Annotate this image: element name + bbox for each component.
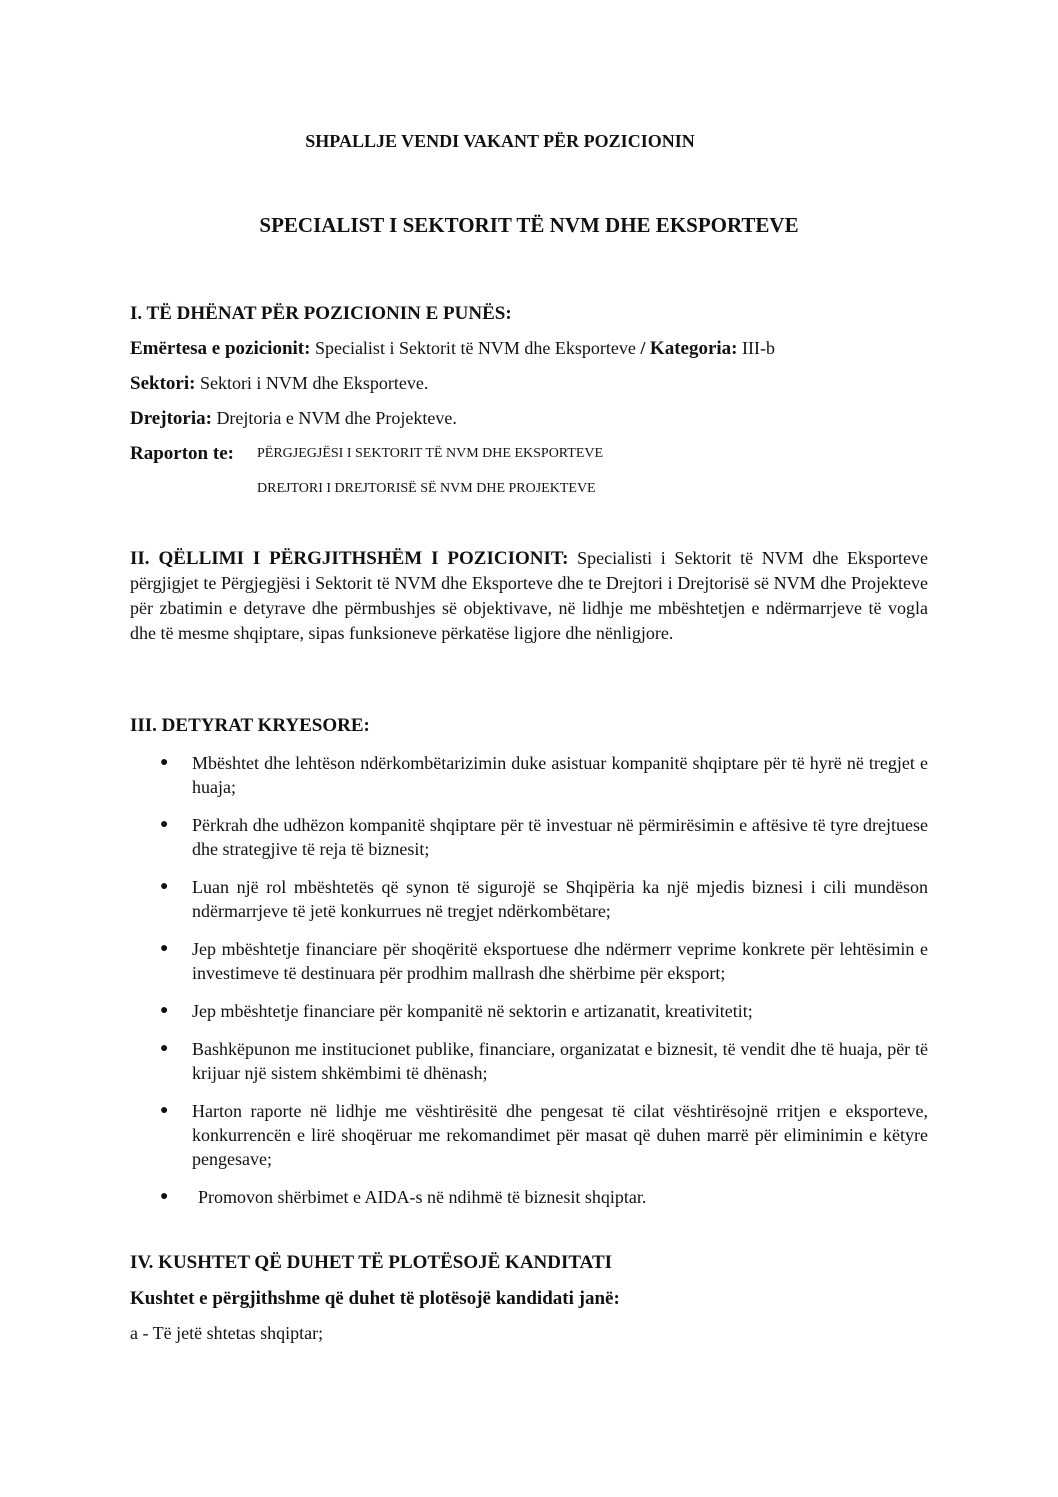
duty-item (130, 1099, 928, 1171)
category-label: Kategoria: (649, 338, 738, 359)
duty-text: Luan një rol mbështetës që synon të sigurojë se Shqipëria ka një mjedis biznesi i cili mundëson ndërmarrjeve të jetë konkurrues në tregjet ndërkombëtare; (192, 877, 928, 921)
duties-list (130, 751, 928, 1209)
duty-item (130, 1037, 928, 1085)
duty-item (130, 999, 928, 1023)
bullet-icon: ● (160, 1103, 169, 1118)
bullet-icon: ● (160, 817, 169, 832)
position-name-value: Specialist i Sektorit të NVM dhe Eksporteve (314, 338, 636, 358)
duty-item (130, 875, 928, 923)
position-title: SPECIALIST I SEKTORIT TË NVM DHE EKSPORTEVE (259, 213, 799, 237)
section-4-subheading: Kushtet e përgjithshme që duhet të plotësojë kandidati janë: (130, 1288, 620, 1309)
duty-item (130, 751, 928, 799)
reports-to-value-2: DREJTORI I DREJTORISË SË NVM DHE PROJEKTEVE (257, 481, 596, 496)
condition-a: a - Të jetë shtetas shqiptar; (130, 1323, 324, 1343)
bullet-icon: ● (160, 1041, 169, 1056)
sector-line (130, 373, 428, 395)
duty-text: Jep mbështetje financiare për kompanitë në sektorin e artizanatit, kreativitetit; (192, 1001, 753, 1021)
duty-text: Përkrah dhe udhëzon kompanitë shqiptare për të investuar në përmirësimin e aftësive të tyre drejtuese dhe strategjive të reja të biznesit; (192, 815, 928, 859)
sector-label: Sektori: (130, 373, 196, 394)
reports-to-label: Raporton te: (130, 443, 234, 464)
duty-text: Mbështet dhe lehtëson ndërkombëtarizimin duke asistuar kompanitë shqiptare për të hyrë në tregjet e huaja; (192, 753, 928, 797)
section-2-heading: II. QËLLIMI I PËRGJITHSHËM I POZICIONIT: (130, 548, 569, 569)
duty-text: Promovon shërbimet e AIDA-s në ndihmë të biznesit shqiptar. (198, 1187, 647, 1207)
section-1-heading: I. TË DHËNAT PËR POZICIONIN E PUNËS: (130, 303, 512, 324)
directorate-line (130, 408, 457, 430)
section-4-heading: IV. KUSHTET QË DUHET TË PLOTËSOJË KANDITATI (130, 1252, 613, 1273)
directorate-value: Drejtoria e NVM dhe Projekteve. (216, 408, 457, 428)
position-name-line (130, 338, 775, 360)
duty-item (130, 1185, 928, 1209)
sector-value: Sektori i NVM dhe Eksporteve. (199, 373, 429, 393)
duty-text: Bashkëpunon me institucionet publike, financiare, organizatat e biznesit, të vendit dhe të huaja, për të krijuar një sistem shkëmbimi të dhënash; (192, 1039, 928, 1083)
duty-text: Jep mbështetje financiare për shoqëritë eksportuese dhe ndërmerr veprime konkrete për lehtësimin e investimeve të destinuara për prodhim mallrash dhe shërbime për eksport; (192, 939, 928, 983)
reports-to-line (130, 443, 234, 465)
position-name-label: Emërtesa e pozicionit: (130, 338, 311, 359)
bullet-icon: ● (160, 879, 169, 894)
duty-item (130, 813, 928, 861)
reports-to-value-1: PËRGJEGJËSI I SEKTORIT TË NVM DHE EKSPORTEVE (257, 446, 604, 461)
duty-text: Harton raporte në lidhje me vështirësitë dhe pengesat të cilat vështirësojnë rritjen e eksporteve, konkurrencën e lirë shoqëruar me rekomandimet për masat që duhen marrë për eliminimin e këtyre pengesave; (192, 1101, 928, 1169)
section-2-paragraph (130, 546, 928, 646)
section-3-heading: III. DETYRAT KRYESORE: (130, 715, 370, 736)
bullet-icon: ● (160, 941, 169, 956)
category-value: III-b (742, 338, 775, 358)
bullet-icon: ● (160, 1003, 169, 1018)
bullet-icon: ● (160, 755, 169, 770)
separator: / (640, 338, 646, 358)
section-2-text: Specialisti i Sektorit të NVM dhe Eksporteve përgjigjet te Përgjegjësi i Sektorit të NVM dhe Eksporteve dhe te Drejtori i Drejtorisë së NVM dhe Projekteve për zbatimin e detyrave dhe përmbushjes së objektivave, në lidhje me mbështetjen e ndërmarrjeve të vogla dhe të mesme shqiptare, sipas funksioneve përkatëse ligjore dhe nënligjore. (130, 548, 928, 643)
duty-item (130, 937, 928, 985)
bullet-icon: ● (160, 1189, 169, 1204)
directorate-label: Drejtoria: (130, 408, 212, 429)
announcement-title: SHPALLJE VENDI VAKANT PËR POZICIONIN (305, 131, 695, 151)
